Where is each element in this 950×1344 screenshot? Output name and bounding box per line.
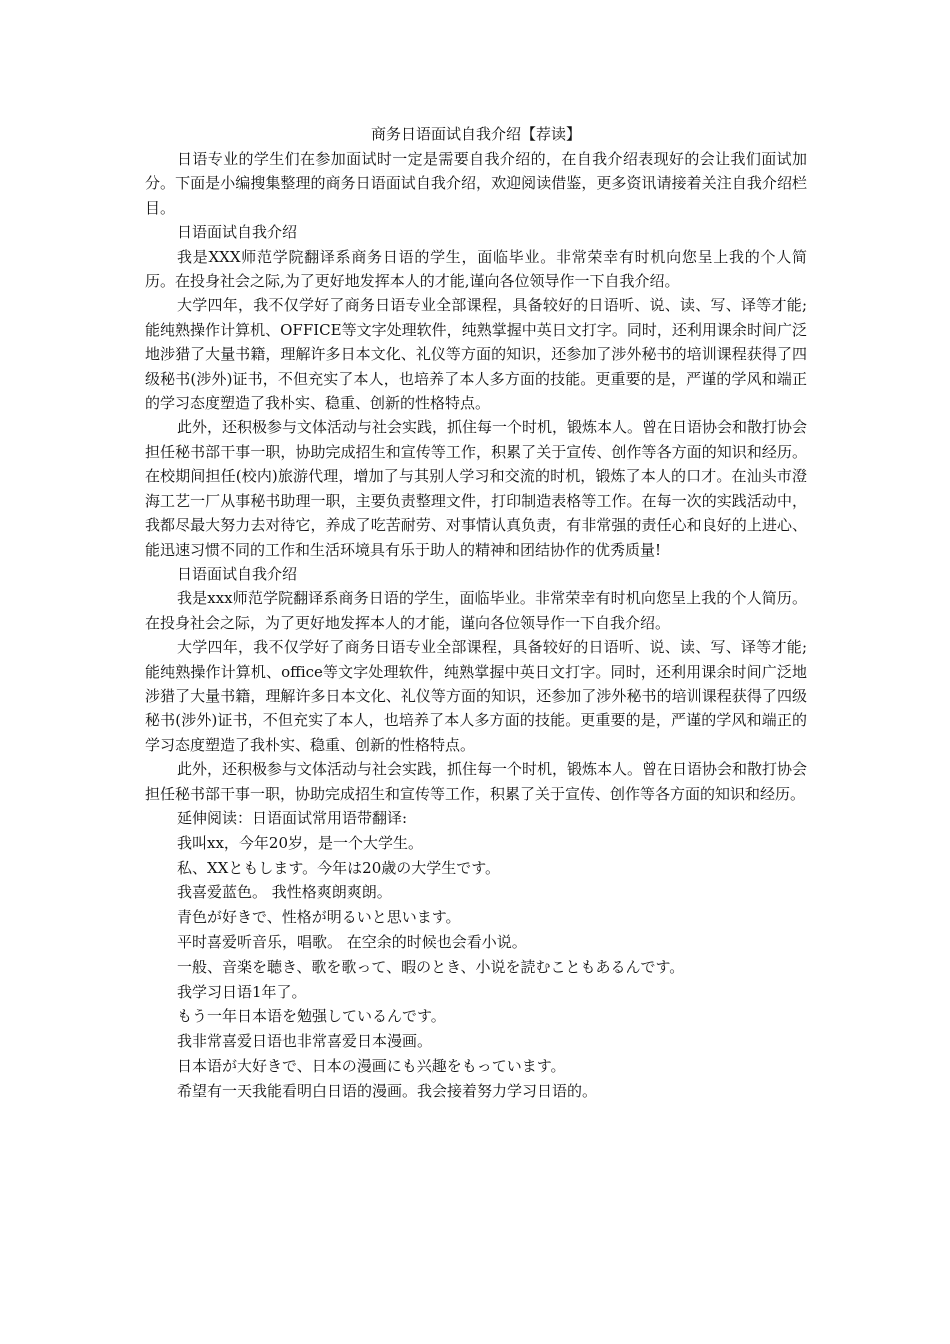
phrase-line: 一般、音楽を聴き、歌を歌って、暇のとき、小说を読むこともあるんです。 [177, 957, 685, 976]
section-heading-2: 日语面试自我介绍 [177, 564, 298, 583]
intro-paragraph: 日语专业的学生们在参加面试时一定是需要自我介绍的，在自我介绍表现好的会让我们面试加分。下面是小编搜集整理的商务日语面试自我介绍，欢迎阅读借鉴，更多资讯请接着关注自我介绍栏目。 [145, 150, 807, 217]
section2-paragraph-1: 我是xxx师范学院翻译系商务日语的学生，面临毕业。非常荣幸有时机向您呈上我的个人简历。在投身社会之际，为了更好地发挥本人的才能，谨向各位领导作一下自我介绍。 [145, 589, 807, 632]
phrase-line: 日本语が大好きで、日本の漫画にも兴趣をもっています。 [177, 1056, 566, 1075]
phrase-line: 青色が好きで、性格が明るいと思います。 [177, 908, 461, 927]
phrase-line: 私、XXともします。今年は20歳の大学生です。 [177, 858, 501, 877]
section1-paragraph-1: 我是XXX师范学院翻译系商务日语的学生，面临毕业。非常荣幸有时机向您呈上我的个人简历。在投身社会之际,为了更好地发挥本人的才能,谨向各位领导作一下自我介绍。 [145, 247, 807, 291]
phrase-line: 我学习日语1年了。 [177, 982, 307, 1001]
phrase-line: 我非常喜爱日语也非常喜爱日本漫画。 [177, 1032, 433, 1051]
extended-reading-heading: 延伸阅读：日语面试常用语带翻译: [177, 808, 408, 827]
document-page [145, 121, 807, 1104]
section1-paragraph-3: 此外，还积极参与文体活动与社会实践，抓住每一个时机，锻炼本人。曾在日语协会和散打协会担任秘书部干事一职，协助完成招生和宣传等工作，积累了关于宣传、创作等各方面的知识和经历。在校期间担任(校内)旅游代理，增加了与其别人学习和交流的时机，锻炼了本人的口才。在汕头市澄海工艺一厂从事秘书助理一职，主要负责整理文件，打印制造表格等工作。在每一次的实践活动中，我都尽最大努力去对待它，养成了吃苦耐劳、对事情认真负责，有非常强的责任心和良好的上进心、能迅速习惯不同的工作和生活环境具有乐于助人的精神和团结协作的优秀质量! [145, 418, 808, 559]
phrase-line: 我叫xx，今年20岁，是一个大学生。 [177, 833, 424, 852]
phrase-line: 我喜爱蓝色。 我性格爽朗爽朗。 [177, 883, 392, 902]
section1-paragraph-2: 大学四年，我不仅学好了商务日语专业全部课程，具备较好的日语听、说、读、写、译等才能;能纯熟操作计算机、OFFICE等文字处理软件，纯熟掌握中英日文打字。同时，还利用课余时间广泛地涉猎了大量书籍，理解许多日本文化、礼仪等方面的知识，还参加了涉外秘书的培训课程获得了四级秘书(涉外)证书，不但充实了本人，也培养了本人多方面的技能。更重要的是，严谨的学风和端正的学习态度塑造了我朴实、稳重、创新的性格特点。 [145, 296, 807, 413]
section2-paragraph-3: 此外，还积极参与文体活动与社会实践，抓住每一个时机，锻炼本人。曾在日语协会和散打协会担任秘书部干事一职，协助完成招生和宣传等工作，积累了关于宣传、创作等各方面的知识和经历。 [145, 760, 808, 803]
phrase-line: 希望有一天我能看明白日语的漫画。我会接着努力学习日语的。 [177, 1081, 598, 1100]
section-heading-1: 日语面试自我介绍 [177, 223, 298, 242]
phrase-line: 平时喜爱听音乐，唱歌。 在空余的时候也会看小说。 [177, 932, 527, 951]
section2-paragraph-2: 大学四年，我不仅学好了商务日语专业全部课程，具备较好的日语听、说、读、写、译等才能;能纯熟操作计算机、office等文字处理软件，纯熟掌握中英日文打字。同时，还利用课余时间广泛地涉猎了大量书籍，理解许多日本文化、礼仪等方面的知识，还参加了涉外秘书的培训课程获得了四级秘书(涉外)证书，不但充实了本人，也培养了本人多方面的技能。更重要的是，严谨的学风和端正的学习态度塑造了我朴实、稳重、创新的性格特点。 [145, 638, 807, 754]
phrase-line: もう一年日本语を勉强しているんです。 [177, 1007, 446, 1026]
document-title: 商务日语面试自我介绍【荐读】 [370, 125, 581, 143]
